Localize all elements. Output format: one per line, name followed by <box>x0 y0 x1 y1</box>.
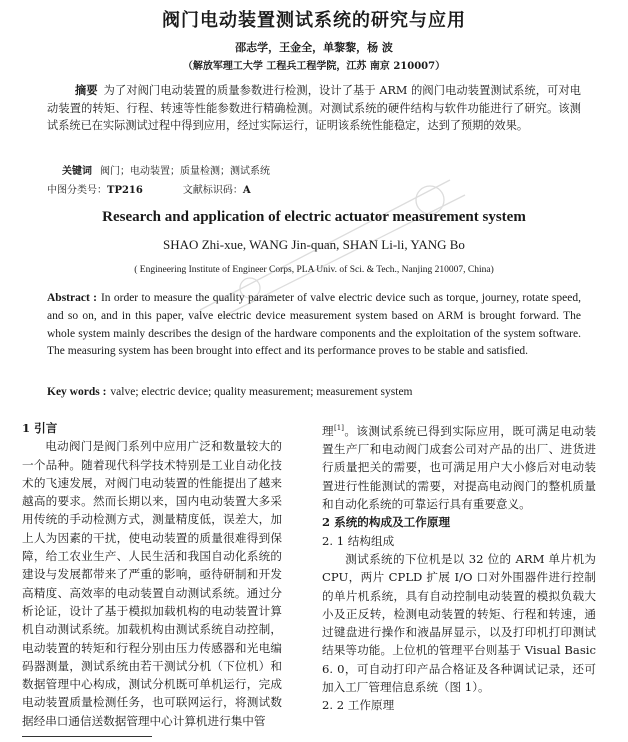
chinese-keywords-text: 阀门；电动装置；质量检测；测试系统 <box>100 166 270 177</box>
chinese-keywords-label: 关键词 <box>62 166 92 177</box>
english-keywords <box>47 386 413 398</box>
section-2-heading: 2 系统的构成及工作原理 <box>322 515 451 530</box>
english-abstract-label: Abstract : <box>47 292 97 304</box>
doc-code-label: 文献标识码： <box>182 185 243 196</box>
english-keywords-text: valve; electric device; quality measurement; measurement system <box>110 386 413 398</box>
english-affiliation: ( Engineering Institute of Engineer Corps, PLA Univ. of Sci. & Tech., Nanjing 210007, China) <box>134 265 494 275</box>
chinese-title: 阀门电动装置测试系统的研究与应用 <box>162 10 466 31</box>
continued-paragraph <box>322 419 596 513</box>
chinese-keywords <box>62 162 270 177</box>
doc-code-value: A <box>242 185 251 196</box>
clc-value: TP216 <box>107 185 143 196</box>
english-authors: SHAO Zhi-xue, WANG Jin-quan, SHAN Li-li, YANG Bo <box>163 237 465 252</box>
chinese-affiliation: （解放军理工大学 工程兵工程学院，江苏 南京 210007） <box>182 61 446 72</box>
chinese-abstract-label: 摘要 <box>75 83 98 97</box>
continued-text-end: 。该测试系统已得到实际应用，既可满足电动装置生产厂和电动阀门成套公司对产品的出厂、进货进行质量把关的需要，也可满足用户大小修后对电动装置进行性能测试的需要，对提高电动阀门的整机质量和自动化系统的可靠运行具有重要意义。 <box>322 423 596 512</box>
english-keywords-label: Key words : <box>47 386 107 398</box>
clc-label: 中图分类号： <box>47 185 107 196</box>
chinese-authors: 邵志学，王金全，单黎黎，杨 波 <box>235 41 393 54</box>
citation-1: [1] <box>334 424 344 432</box>
subsection-2-1-paragraph: 测试系统的下位机是以 32 位的 ARM 单片机为 CPU，两片 CPLD 扩展 I/O 口对外围器件进行控制的单片机系统，具有自动控制电动装置的模拟负载大小及正反转，检测电动装置的转矩、行程和转速，通过键盘进行操作和液晶屏显示，以及打印机打印测试结果等功能。上位机的管理平台则基于 Visual Basic 6. 0，可自动打印产品合格证及各种调试记录，还可加入工厂管理信息系统（图 1）。 <box>322 551 596 695</box>
section-1-paragraph: 电动阀门是阀门系列中应用广泛和数量较大的一个品种。随着现代科学技术特别是工业自动化技术的飞速发展，对阀门电动装置的性能提出了越来越高的要求。然而长期以来，国内电动装置大多采用传统的手动检测方式，测量精度低，误差大，加上人为因素的干扰，使电动装置的质量很难得到保障，给工农业生产、人民生活和我国自动化系统的建设与发展都带来了严重的影响，亟待研制和开发高精度、高效率的电动装置自动测试系统。通过分析论证，设计了基于模拟加载机构的电动装置计算机自动测试系统。加载机构由测试系统自动控制，电动装置的转矩和行程分别由压力传感器和光电编码器测量，测试系统由若干测试分机（下位机）和数据管理中心构成，测试分机既可单机运行，完成电动装置质量检测任务，也可联网运行，将测试数据经串口通信送数据管理中心计算机进行集中管 <box>22 439 282 728</box>
classification-line <box>47 181 251 196</box>
chinese-abstract <box>47 82 581 135</box>
footnote-rule <box>22 736 152 737</box>
subsection-2-2-heading: 2. 2 工作原理 <box>322 698 395 713</box>
english-abstract-text: In order to measure the quality parameter of valve electric device such as torque, journey, rotate speed, and so on, and in this paper, valve electric device measurement system based on ARM is brought forward. The whole system mainly describes the design of the hardware components and the exploitation of the system software. The measuring system has been brought into effect and its performance proves to be stable and satisfied. <box>47 292 581 358</box>
section-1-heading: 1 引言 <box>22 421 58 435</box>
left-column <box>22 419 282 730</box>
right-column <box>322 419 596 715</box>
chinese-abstract-text: 为了对阀门电动装置的质量参数进行检测，设计了基于 ARM 的阀门电动装置测试系统，可对电动装置的转矩、行程、转速等性能参数进行精确检测。对测试系统的硬件结构与软件功能进行了研究。该测试系统已在实际测试过程中得到应用，经过实际运行，证明该系统性能稳定，达到了预期的效果。 <box>47 84 581 132</box>
english-title: Research and application of electric actuator measurement system <box>102 209 526 225</box>
subsection-2-1-heading: 2. 1 结构组成 <box>322 533 395 548</box>
continued-text-start: 理 <box>322 423 335 438</box>
english-abstract <box>47 290 581 361</box>
